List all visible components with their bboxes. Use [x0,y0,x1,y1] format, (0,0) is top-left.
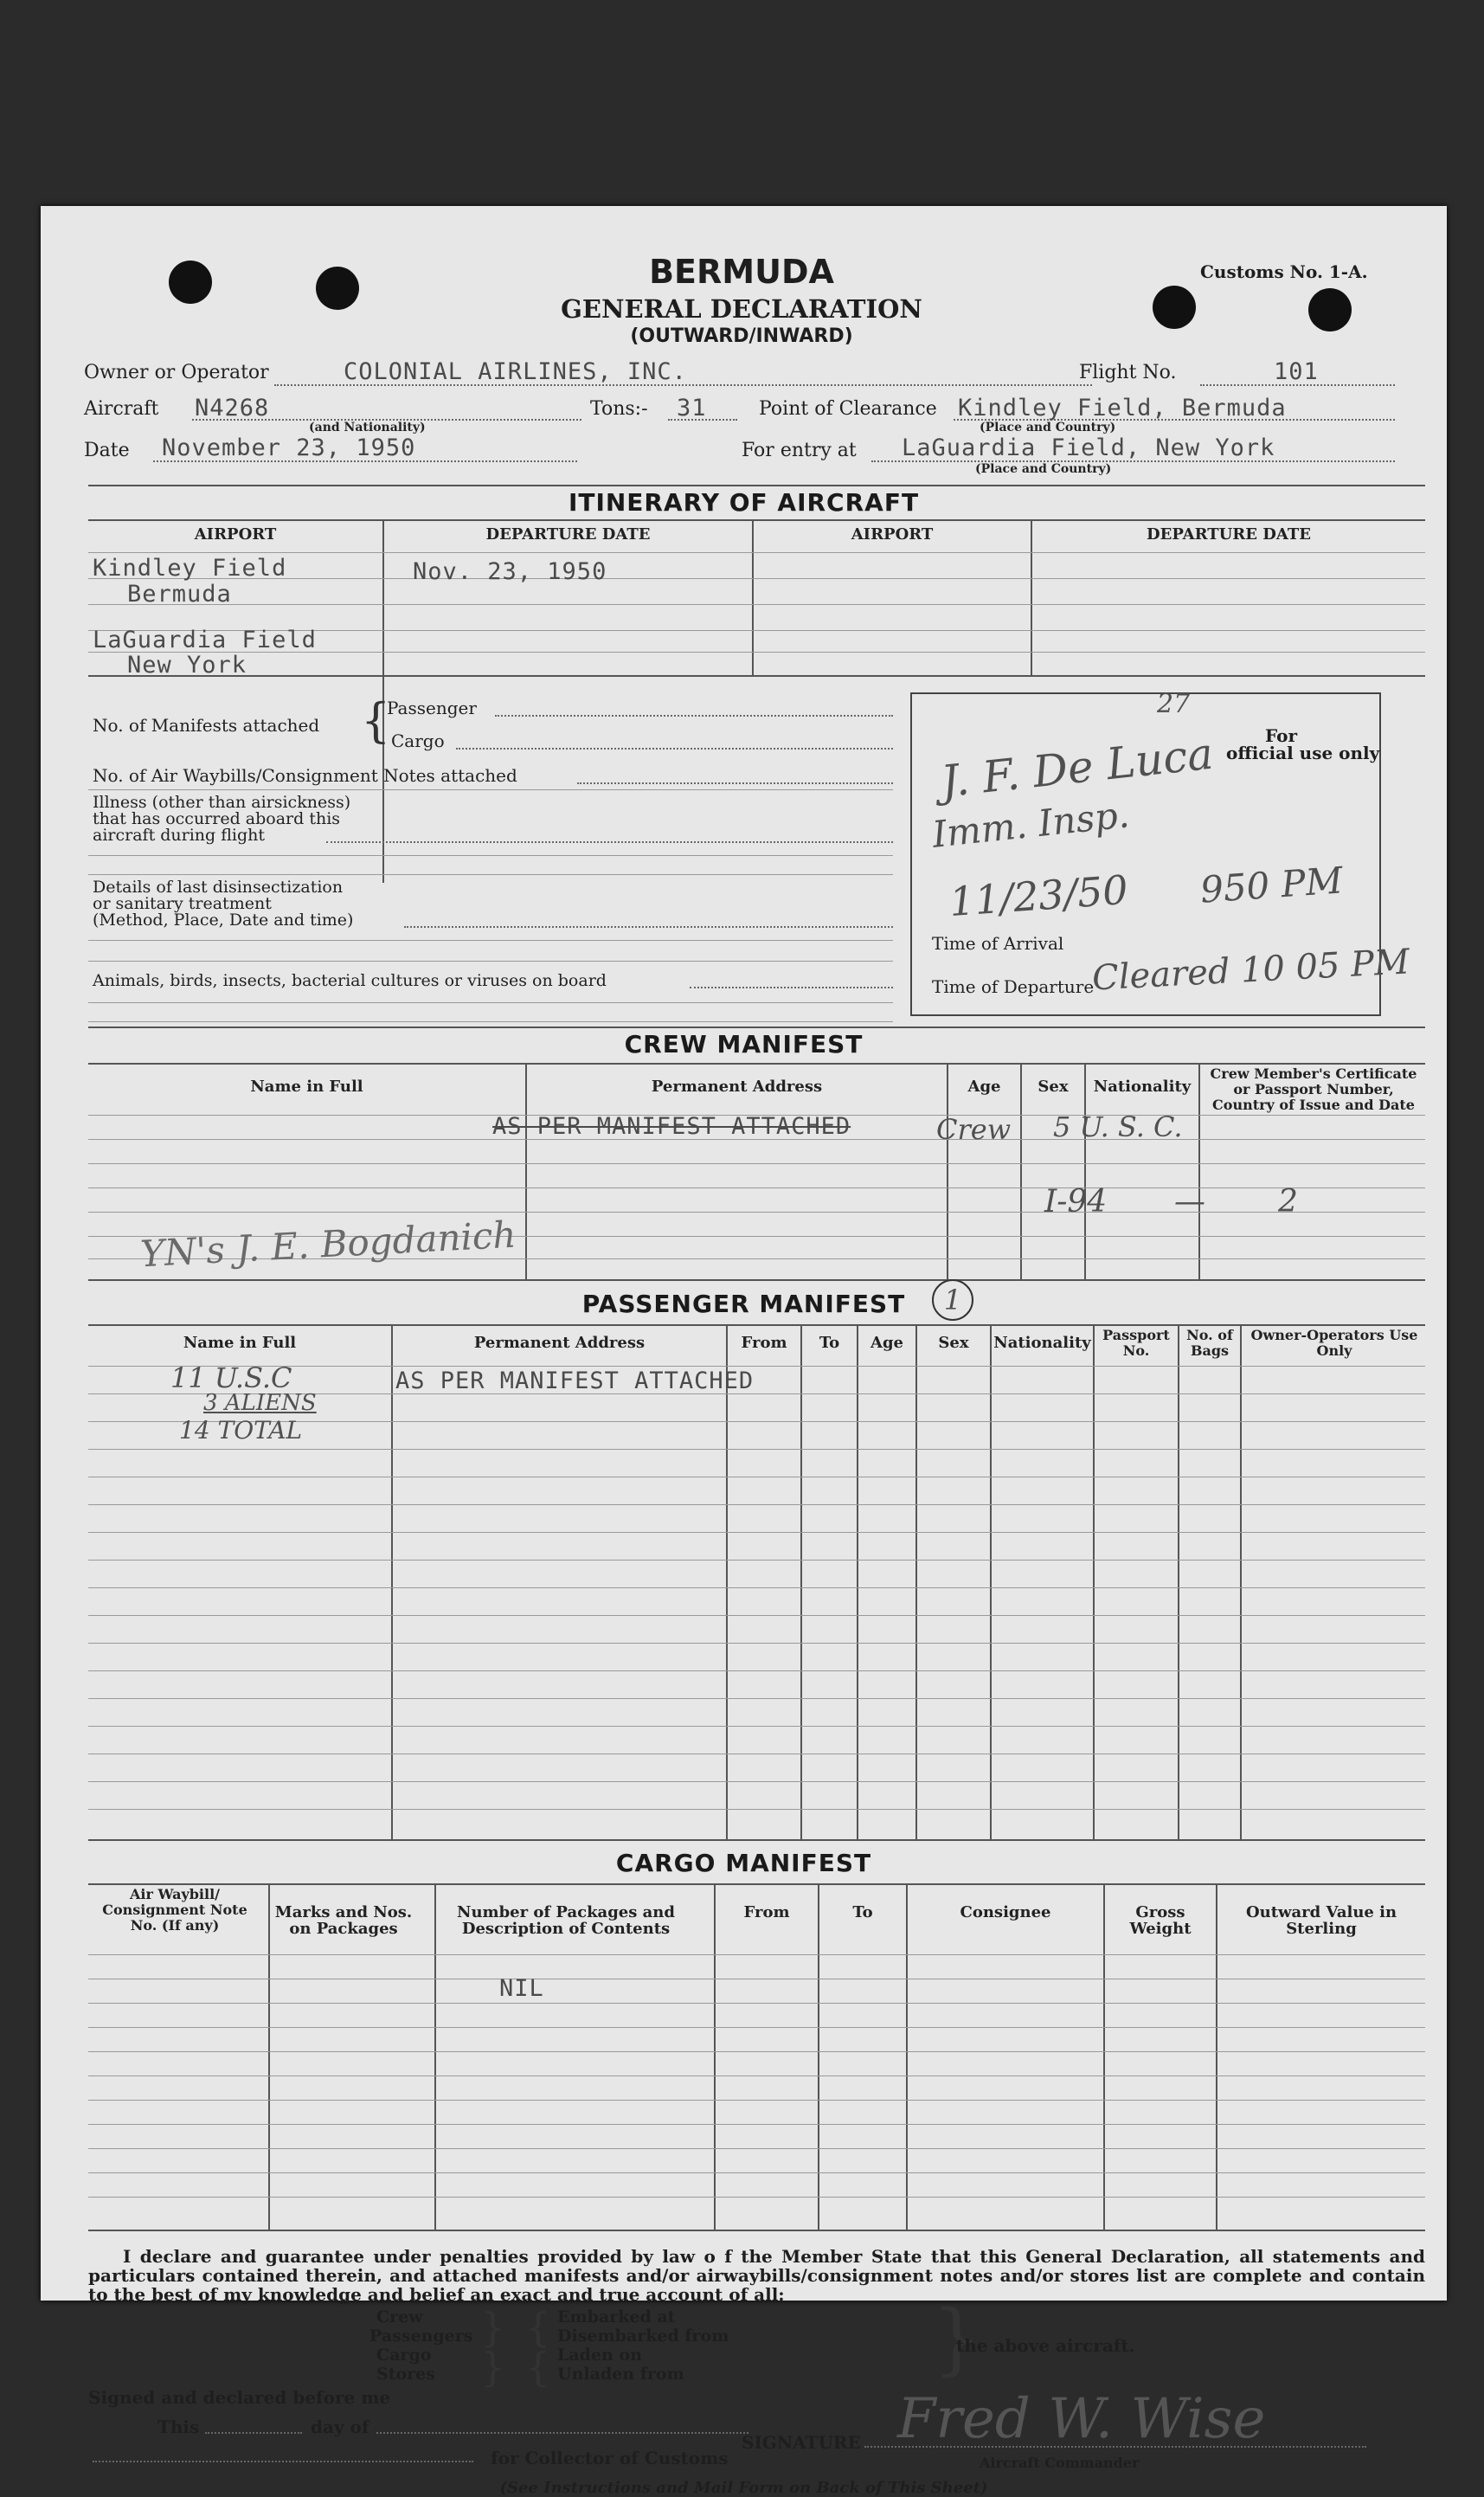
itinerary-airport-1-country: Bermuda [127,581,232,608]
passenger-header-owner: Owner-Operators Use Only [1250,1327,1418,1359]
passenger-header-bags: No. of Bags [1186,1327,1233,1359]
declaration-text: I declare and guarantee under penalties provided by law o f the Member State that this General Declaration, all statements and particulars contained therein, and attached manifests and/or airwaybills/consignment notes and/or stores list are complete and contain to the best of my knowledge and belief an exact and true account of all: [88,2246,1425,2305]
decl-embarked: Embarked at [557,2307,676,2326]
itinerary-date-1: Nov. 23, 1950 [413,558,607,585]
illness-label-2: that has occurred aboard this [93,809,341,828]
official-use-label-2: official use only [1226,743,1380,763]
decl-laden: Laden on [557,2346,642,2365]
passenger-header-passport: Passport No. [1102,1327,1170,1359]
crew-header-sex: Sex [1038,1078,1069,1096]
passenger-header-nationality: Nationality [993,1334,1091,1352]
passenger-address-value: AS PER MANIFEST ATTACHED [395,1368,755,1394]
itinerary-airport-2-country: New York [127,652,247,679]
decl-disembarked: Disembarked from [557,2326,729,2346]
crew-header-age: Age [967,1078,1001,1096]
commander-signature: Fred W. Wise [897,2387,1266,2451]
date-label: Date [84,440,130,461]
crew-title: CREW MANIFEST [624,1030,864,1059]
aircraft-value[interactable]: N4268 [195,395,270,422]
itinerary-header-airport-2: AIRPORT [851,525,934,544]
cargo-title: CARGO MANIFEST [615,1849,872,1877]
aircraft-label: Aircraft [84,398,159,420]
itinerary-title: ITINERARY OF AIRCRAFT [568,488,920,517]
crew-header-address: Permanent Address [651,1078,823,1096]
decl-cargo: Cargo [376,2346,432,2365]
departure-value: Cleared 10 05 PM [1091,942,1411,999]
official-signature: J. F. De Luca [938,728,1216,808]
official-use-label: For [1265,725,1297,746]
form-title: BERMUDA [649,253,834,291]
punch-hole [169,261,212,304]
cargo-header-waybill: Air Waybill/ Consignment Note No. (If any) [102,1886,247,1934]
decl-crew: Crew [376,2307,423,2326]
crew-header-nationality: Nationality [1093,1078,1192,1096]
form-direction: (OUTWARD/INWARD) [630,325,853,347]
official-number: 27 [1157,689,1191,719]
passenger-header-to: To [819,1334,840,1352]
flight-label: Flight No. [1079,362,1177,383]
crew-address-value: AS PER MANIFEST ATTACHED [492,1113,851,1140]
tons-label: Tons:- [590,398,648,420]
crew-nationality-value: 5 U. S. C. [1053,1110,1183,1143]
entry-label: For entry at [742,440,857,461]
passenger-header-address: Permanent Address [473,1334,646,1352]
cargo-header-to: To [852,1903,873,1921]
official-date: 11/23/50 [948,866,1130,926]
form-subtitle: GENERAL DECLARATION [561,294,922,324]
official-time: 950 PM [1198,859,1345,911]
itinerary-header-airport: AIRPORT [194,525,277,544]
day-of-label: day of [311,2417,369,2437]
flight-value[interactable]: 101 [1274,358,1319,385]
signature-label: SIGNATURE [742,2432,861,2453]
passenger-circled-number: 1 [932,1279,973,1321]
crew-age-value: Crew [936,1113,1012,1146]
passenger-name-1: 11 U.S.C [170,1361,292,1394]
declaration-sheet: BERMUDA GENERAL DECLARATION (OUTWARD/INWARD) Customs No. 1-A. Owner or Operator COLONIAL AIRLINES, INC. Flight No. 101 Aircraft N4268 (and Nationality) Tons:- 31 Point of Clearance Kindley Field, Bermuda (Place and Country) Date November 23, 1950 For entry at LaGuardia Field, New York (Place and Country) ITINERARY OF AIRCRAFT AIRPORT DEPARTURE DATE AIRPORT DEPARTURE DATE Kindley Field Bermuda Nov. 23, 1950 LaGuardia Field New York No. of Manifests attached { Passenger Cargo No. of Air Waybills/Consignment Notes attached Illness (other than airsickness) that has occurred aboard this aircraft during flight Details of last disinsectization or sanitary treatment (Method, Place, Date and time) Animals, birds, insects, bacterial cultures or viruses on board For official use only 27 J. F. De Luca Imm. Insp. 11/23/50 950 PM Time of Arrival Time of Departure Cleared 10 05 PM CREW MANIFEST Name in Full Permanent Address Age Sex Nationality Crew Member's Certificate or Passport Number, Country of Issue and Date AS PER MANIFEST ATTACHED Crew 5 U. S. C. I-94 — 2 YN's J. E. Bogdanich PASSENGER MANIFEST 1 Name in Full Permanent Address From To Age Sex Nationality Passport No. No. of Bags Owner-Operators Use Only 11 U.S.C 3 ALIENS 14 TOTAL AS PER MANIFEST ATTACHED CARGO MANIFEST Air Waybill/ Consignment Note No. (If any) Marks and Nos. on Packages Number of Packages and Description of Contents From To Consignee Gross Weight Outward Value in Sterling NIL I declare and guarantee under penalties provided by law o f the Member State that this General Declaration, all statements and particulars contained therein, and attached manifests and/or airwaybills/consignment notes and/or stores list are complete and contain to the best of my knowledge and belief an exact and true account of all: Crew Passengers Cargo Stores } } { { Embarked at Disembarked from Laden on Unladen from } the above aircraft. Signed and declared before me This day of for Collector of Customs SIGNATURE Fred W. Wise Aircraft Commander (See Instructions and Mail Form on Back of This Sheet) [41,206,1447,2301]
commander-label: Aircraft Commander [980,2455,1140,2471]
passenger-manifest-label: Passenger [387,698,477,718]
departure-label: Time of Departure [932,976,1095,997]
cargo-header-consignee: Consignee [960,1903,1051,1921]
disinsect-label-2: or sanitary treatment [93,894,272,913]
crew-form-count: 2 [1278,1184,1298,1220]
punch-hole [1153,286,1196,329]
crew-header-certificate: Crew Member's Certificate or Passport Number, Country of Issue and Date [1210,1065,1417,1113]
itinerary-header-departure: DEPARTURE DATE [485,525,651,544]
decl-above-aircraft: the above aircraft. [956,2335,1135,2356]
decl-unladen: Unladen from [557,2365,684,2384]
itinerary-airport-2: LaGuardia Field [93,627,317,653]
arrival-label: Time of Arrival [932,933,1064,954]
owner-value[interactable]: COLONIAL AIRLINES, INC. [344,358,687,385]
passenger-header-name: Name in Full [183,1334,297,1352]
customs-number: Customs No. 1-A. [1200,261,1368,282]
entry-value[interactable]: LaGuardia Field, New York [902,434,1275,461]
punch-hole [1308,288,1352,331]
nationality-caption: (and Nationality) [309,421,426,434]
illness-label-1: Illness (other than airsickness) [93,793,351,812]
passenger-name-2: 3 ALIENS [203,1390,317,1416]
signed-label: Signed and declared before me [88,2387,391,2408]
passenger-title: PASSENGER MANIFEST [581,1290,906,1318]
illness-label-3: aircraft during flight [93,826,266,845]
disinsect-label-1: Details of last disinsectization [93,878,344,897]
passenger-header-sex: Sex [938,1334,969,1352]
tons-value[interactable]: 31 [677,395,707,422]
cargo-header-marks: Marks and Nos. on Packages [274,1903,413,1938]
animals-label: Animals, birds, insects, bacterial cultures or viruses on board [93,971,607,990]
date-value[interactable]: November 23, 1950 [162,434,416,461]
place-country-caption: (Place and Country) [980,421,1116,434]
cargo-manifest-label: Cargo [391,730,445,751]
disinsect-label-3: (Method, Place, Date and time) [93,911,354,930]
manifests-label: No. of Manifests attached [93,715,320,736]
punch-hole [316,267,359,310]
cargo-header-value: Outward Value in Sterling [1245,1903,1397,1938]
official-title: Imm. Insp. [930,793,1132,856]
cargo-contents-value: NIL [499,1975,544,2002]
cargo-header-from: From [743,1903,790,1921]
waybills-label: No. of Air Waybills/Consignment Notes attached [93,765,517,786]
passenger-header-age: Age [870,1334,903,1352]
clearance-value[interactable]: Kindley Field, Bermuda [958,395,1287,422]
cargo-header-contents: Number of Packages and Description of Contents [457,1903,675,1938]
itinerary-airport-1: Kindley Field [93,555,287,582]
clearance-label: Point of Clearance [759,398,937,420]
decl-passengers: Passengers [369,2326,473,2346]
this-label: This [157,2417,200,2437]
crew-name-handwritten: YN's J. E. Bogdanich [139,1213,517,1276]
itinerary-header-departure-2: DEPARTURE DATE [1147,525,1311,544]
decl-stores: Stores [376,2365,435,2384]
cargo-header-weight: Gross Weight [1129,1903,1192,1938]
place-country-caption-2: (Place and Country) [975,462,1112,476]
passenger-name-3: 14 TOTAL [179,1416,303,1445]
passenger-header-from: From [741,1334,787,1352]
owner-label: Owner or Operator [84,362,269,383]
crew-header-name: Name in Full [250,1078,363,1096]
footer-note: (See Instructions and Mail Form on Back of This Sheet) [499,2479,988,2497]
crew-form-value: I-94 [1044,1184,1108,1220]
collector-label: for Collector of Customs [491,2448,729,2468]
